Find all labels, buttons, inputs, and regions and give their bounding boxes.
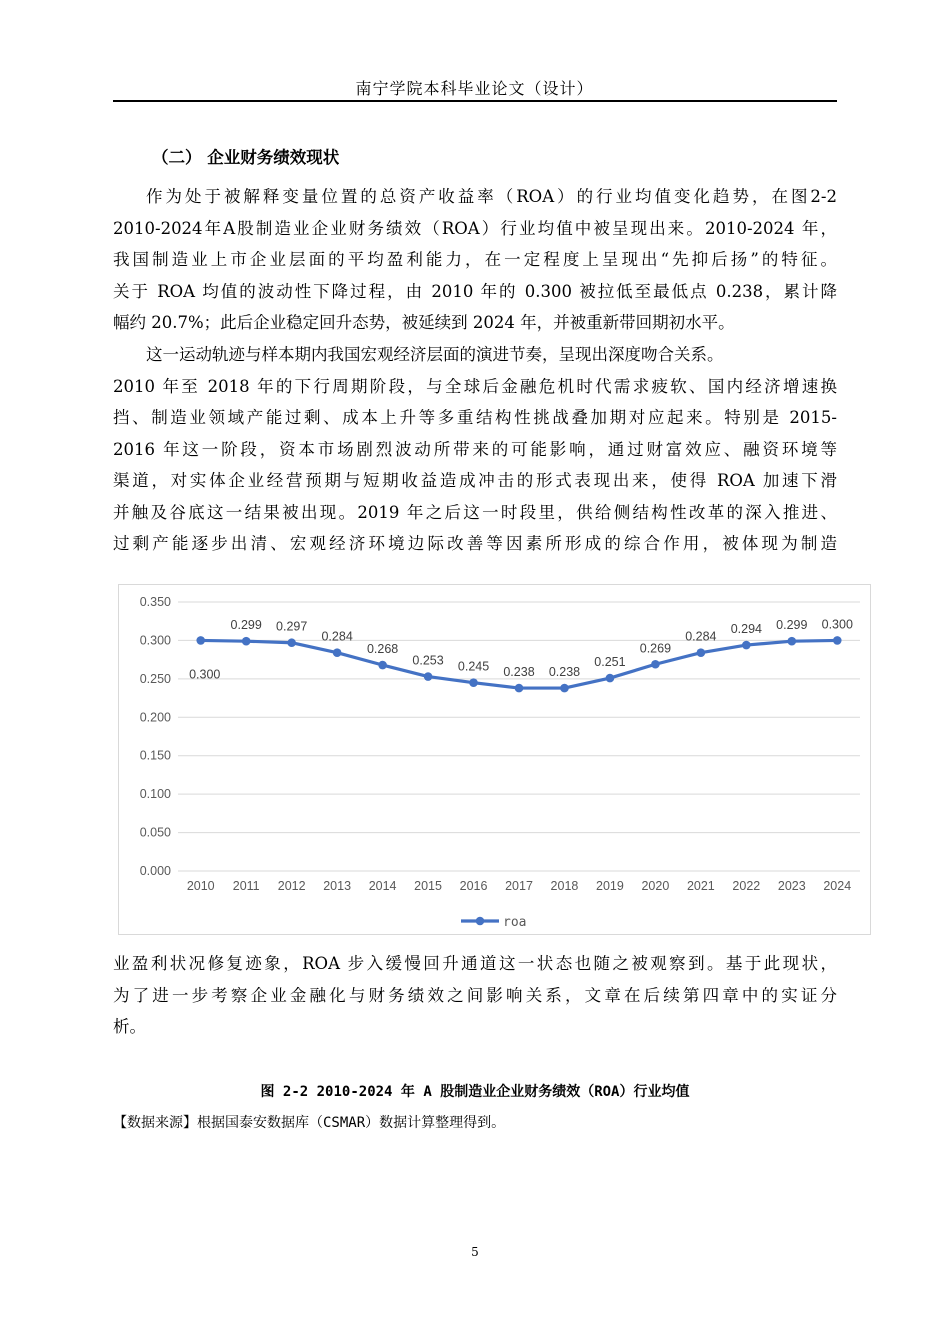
data-point [833,636,842,645]
x-tick-label: 2010 [186,879,215,893]
data-label: 0.297 [276,619,308,634]
y-tick-label: 0.350 [139,595,171,609]
x-tick-label: 2019 [596,879,624,893]
y-tick-label: 0.100 [139,787,171,802]
data-label: 0.299 [776,618,808,633]
text-line: 析。 [113,1017,146,1036]
chart-svg [119,585,870,934]
y-tick-label: 0.200 [139,710,171,725]
y-tick-label: 0.000 [139,864,171,878]
x-tick-label: 2022 [732,879,761,893]
x-tick-label: 2014 [368,879,397,893]
x-tick-label: 2012 [277,879,306,893]
x-tick-label: 2015 [414,879,442,893]
data-label: 0.294 [730,622,762,637]
data-label: 0.269 [639,641,672,656]
figure-caption: 图 2-2 2010-2024 年 A 股制造业企业财务绩效（ROA）行业均值 [260,1084,690,1100]
data-point [697,648,706,657]
data-point [333,648,342,657]
text-line: 关于 ROA 均值的波动性下降过程，由 2010 年的 0.300 被拉低至最低点 0.238，累计降 [113,281,837,301]
y-tick-label: 0.300 [139,633,171,648]
data-point [515,684,524,693]
data-label: 0.253 [412,653,444,668]
x-tick-label: 2024 [823,879,852,893]
header-rule [113,100,837,102]
figure-source: 【数据来源】根据国泰安数据库（CSMAR）数据计算整理得到。 [113,1115,506,1131]
data-label: 0.300 [189,667,221,682]
text-line: 幅约 20.7%；此后企业稳定回升态势，被延续到 2024 年，并被重新带回期初水平。 [113,313,735,332]
data-point [242,637,251,646]
text-line: 挡、制造业领域产能过剩、成本上升等多重结构性挑战叠加期对应起来。特别是 2015- [113,408,837,427]
x-tick-label: 2023 [777,879,806,893]
data-label: 0.251 [594,655,626,670]
data-label: 0.299 [230,618,262,633]
data-point [196,636,205,645]
text-line: 作为处于被解释变量位置的总资产收益率（ROA）的行业均值变化趋势，在图2-2 [146,187,837,206]
data-point [469,678,478,687]
x-tick-label: 2016 [459,879,488,893]
x-tick-label: 2017 [505,879,533,893]
data-label: 0.245 [457,659,490,674]
text-line: 过剩产能逐步出清、宏观经济环境边际改善等因素所形成的综合作用，被体现为制造 [113,534,837,553]
x-tick-label: 2021 [686,879,715,893]
data-point [651,660,660,669]
y-tick-label: 0.150 [139,748,171,763]
data-point [378,661,387,670]
data-point [560,684,569,693]
section-title: （二） 企业财务绩效现状 [152,148,340,167]
paragraph-3 [113,948,837,1043]
data-point [424,672,433,681]
x-tick-label: 2011 [232,879,260,893]
paragraph-2 [113,339,837,560]
text-line: 2010 年至 2018 年的下行周期阶段，与全球后金融危机时代需求疲软、国内经济增速换 [113,376,837,396]
page-header: 南宁学院本科毕业论文（设计） [355,79,594,98]
roa-line-chart [118,584,871,935]
page-number: 5 [471,1245,479,1259]
text-line: 并触及谷底这一结果被出现。2019 年之后这一时段里，供给侧结构性改革的深入推进、 [113,502,837,522]
text-line: 2016 年这一阶段，资本市场剧烈波动所带来的可能影响，通过财富效应、融资环境等 [113,439,837,459]
x-tick-label: 2013 [323,879,352,893]
y-tick-label: 0.050 [139,825,171,840]
text-line: 业盈利状况修复迹象，ROA 步入缓慢回升通道这一状态也随之被观察到。基于此现状， [113,954,837,973]
data-label: 0.238 [548,665,581,680]
text-line: 2010-2024年A股制造业企业财务绩效（ROA）行业均值中被呈现出来。2010-2024 年， [113,218,837,238]
text-line: 为了进一步考察企业金融化与财务绩效之间影响关系，文章在后续第四章中的实证分 [113,985,837,1005]
x-tick-label: 2018 [550,879,579,893]
text-line: 渠道，对实体企业经营预期与短期收益造成冲击的形式表现出来，使得 ROA 加速下滑 [113,471,837,490]
data-label: 0.300 [821,617,853,632]
paragraph-1 [113,181,837,339]
text-line: 我国制造业上市企业层面的平均盈利能力，在一定程度上呈现出“先抑后扬”的特征。 [113,250,837,269]
data-label: 0.268 [366,642,399,657]
legend-label: roa [503,915,527,930]
data-point [606,674,615,683]
x-tick-label: 2020 [641,879,670,893]
data-point [788,637,797,646]
text-line: 这一运动轨迹与样本期内我国宏观经济层面的演进节奏，呈现出深度吻合关系。 [146,345,724,364]
legend-marker [476,917,485,926]
data-label: 0.284 [685,629,717,644]
data-point [287,638,296,647]
data-point [742,641,751,650]
data-label: 0.238 [503,665,535,680]
y-tick-label: 0.250 [139,671,171,686]
data-label: 0.284 [321,629,353,644]
